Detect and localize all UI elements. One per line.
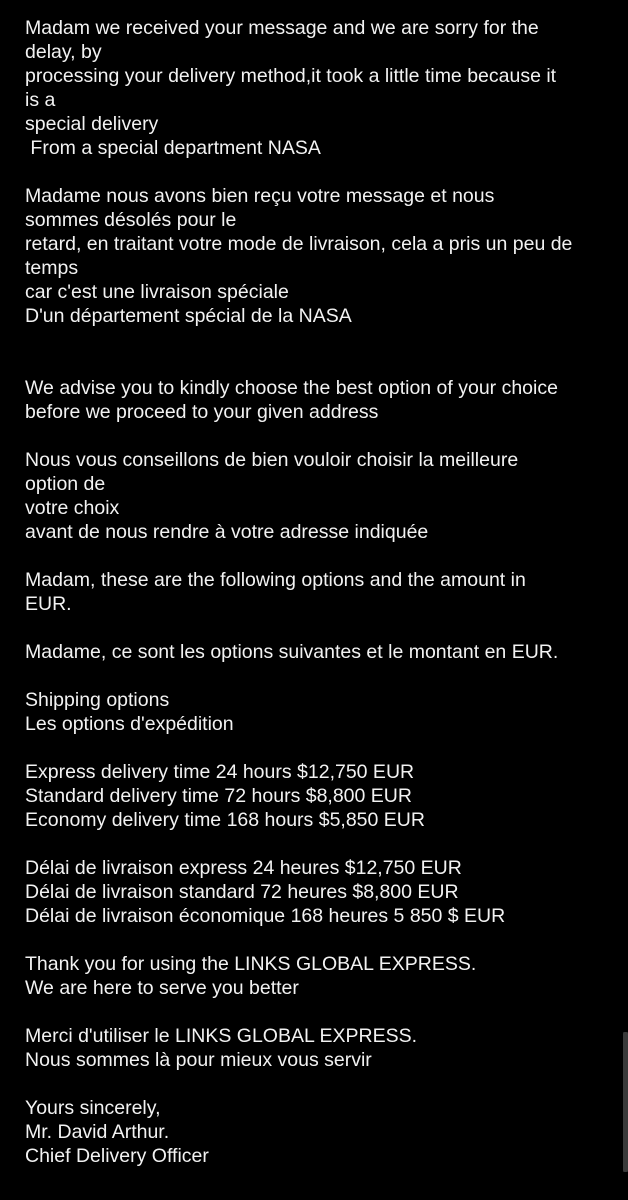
text-line: special delivery (25, 113, 159, 135)
signature-name: Mr. David Arthur. (25, 1121, 170, 1143)
shipping-options-heading (25, 688, 615, 736)
text-line: Thank you for using the LINKS GLOBAL EXPRESS. (25, 953, 477, 975)
text-line: Madame, ce sont les options suivantes et le montant en EUR. (25, 641, 559, 663)
text-line: Merci d'utiliser le LINKS GLOBAL EXPRESS. (25, 1025, 418, 1047)
text-line: We advise you to kindly choose the best option of your choice (25, 377, 558, 399)
paragraph-thanks-french (25, 1024, 615, 1072)
text-line: Nous vous conseillons de bien vouloir choisir la meilleure (25, 449, 519, 471)
scrollbar-thumb[interactable] (623, 1032, 628, 1172)
text-line: Madam, these are the following options and the amount in (25, 569, 526, 591)
text-line: votre choix (25, 497, 120, 519)
text-line: option de (25, 473, 106, 495)
text-line: before we proceed to your given address (25, 401, 379, 423)
shipping-option: Délai de livraison standard 72 heures $8,800 EUR (25, 881, 459, 903)
text-line: retard, en traitant votre mode de livraison, cela a pris un peu de (25, 233, 573, 255)
shipping-option: Délai de livraison économique 168 heures 5 850 $ EUR (25, 905, 506, 927)
paragraph-options-intro-french (25, 640, 615, 664)
paragraph-apology-english (25, 16, 615, 160)
text-line: processing your delivery method,it took a little time because it (25, 65, 557, 87)
text-line: car c'est une livraison spéciale (25, 281, 289, 303)
signature-closing: Yours sincerely, (25, 1097, 161, 1119)
shipping-option: Délai de livraison express 24 heures $12,750 EUR (25, 857, 462, 879)
text-line: is a (25, 89, 56, 111)
text-line: Madam we received your message and we are sorry for the (25, 17, 539, 39)
signature-title: Chief Delivery Officer (25, 1145, 209, 1167)
text-line: Nous sommes là pour mieux vous servir (25, 1049, 372, 1071)
text-line: avant de nous rendre à votre adresse indiquée (25, 521, 429, 543)
paragraph-options-intro-english (25, 568, 615, 616)
shipping-option: Express delivery time 24 hours $12,750 EUR (25, 761, 415, 783)
text-line: delay, by (25, 41, 102, 63)
paragraph-apology-french (25, 184, 615, 328)
shipping-option: Standard delivery time 72 hours $8,800 EUR (25, 785, 412, 807)
text-line: Les options d'expédition (25, 713, 234, 735)
text-line: Shipping options (25, 689, 170, 711)
text-line: Madame nous avons bien reçu votre message et nous (25, 185, 495, 207)
shipping-options-list-french (25, 856, 615, 928)
text-line: EUR. (25, 593, 72, 615)
message-body (25, 16, 615, 1168)
text-line: From a special department NASA (25, 137, 321, 159)
text-line: D'un département spécial de la NASA (25, 305, 352, 327)
paragraph-thanks-english (25, 952, 615, 1000)
shipping-options-list-english (25, 760, 615, 832)
text-line: sommes désolés pour le (25, 209, 237, 231)
text-line: We are here to serve you better (25, 977, 299, 999)
shipping-option: Economy delivery time 168 hours $5,850 EUR (25, 809, 425, 831)
paragraph-advice-english (25, 376, 615, 424)
text-line: temps (25, 257, 79, 279)
paragraph-advice-french (25, 448, 615, 544)
signature-block (25, 1096, 615, 1168)
